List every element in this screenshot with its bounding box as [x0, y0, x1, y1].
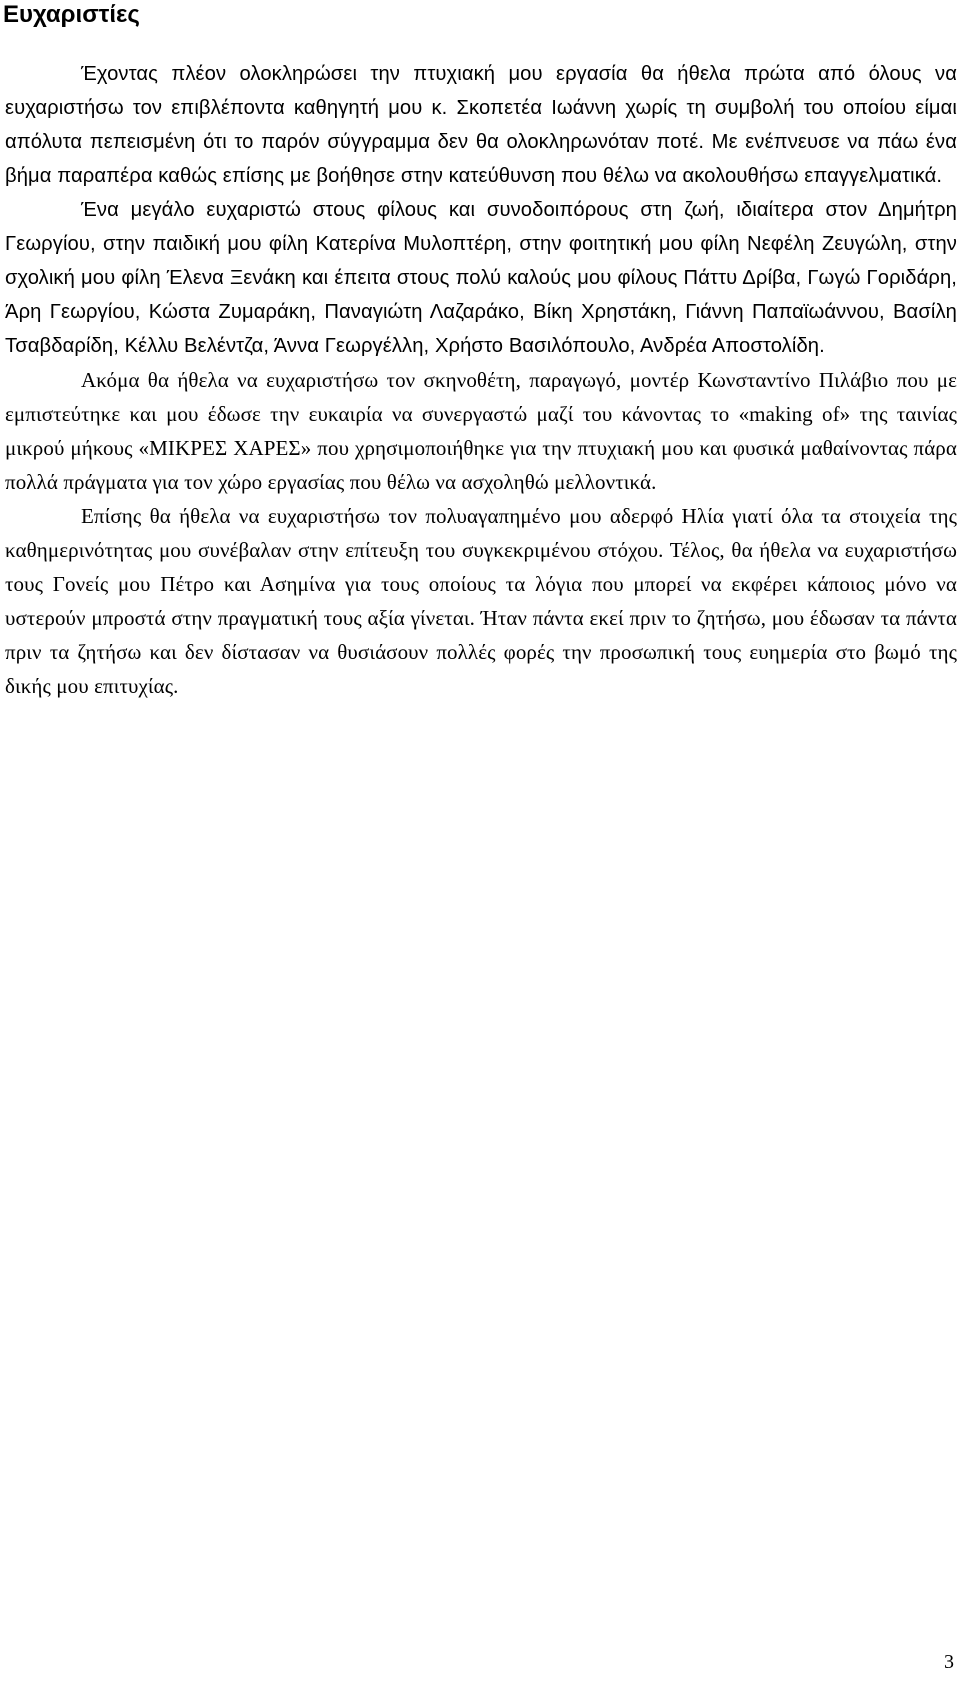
- acknowledgements-body: [5, 57, 957, 703]
- paragraph-friends: Ένα μεγάλο ευχαριστώ στους φίλους και συνοδοιπόρους στη ζωή, ιδιαίτερα στον Δημήτρη Γεωργίου, στην παιδική μου φίλη Κατερίνα Μυλοπτέρη, στην φοιτητική μου φίλη Νεφέλη Ζευγώλη, στην σχολική μου φίλη Έλενα Ξενάκη και έπειτα στους πολύ καλούς μου φίλους Πάττυ Δρίβα, Γωγώ Γοριδάρη, Άρη Γεωργίου, Κώστα Ζυμαράκη, Παναγιώτη Λαζαράκο, Βίκη Χρηστάκη, Γιάννη Παπαϊωάννου, Βασίλη Τσαβδαρίδη, Κέλλυ Βελέντζα, Άννα Γεωργέλλη, Χρήστο Βασιλόπουλο, Ανδρέα Αποστολίδη.: [5, 199, 957, 357]
- paragraph-director: Ακόμα θα ήθελα να ευχαριστήσω τον σκηνοθέτη, παραγωγό, μοντέρ Κωνσταντίνο Πιλάβιο που με εμπιστεύτηκε και μου έδωσε την ευκαιρία να συνεργαστώ μαζί του κάνοντας το «making of» της ταινίας μικρού μήκους «ΜΙΚΡΕΣ ΧΑΡΕΣ» που χρησιμοποιήθηκε για την πτυχιακή μου και φυσικά μαθαίνοντας πάρα πολλά πράγματα για τον χώρο εργασίας που θέλω να ασχοληθώ μελλοντικά.: [5, 368, 957, 494]
- paragraph-supervisor: Έχοντας πλέον ολοκληρώσει την πτυχιακή μου εργασία θα ήθελα πρώτα από όλους να ευχαριστήσω τον επιβλέποντα καθηγητή μου κ. Σκοπετέα Ιωάννη χωρίς τη συμβολή του οποίου είμαι απόλυτα πεπεισμένη ότι το παρόν σύγγραμμα δεν θα ολοκληρωνόταν ποτέ. Με ενέπνευσε να πάω ένα βήμα παραπέρα καθώς επίσης με βοήθησε στην κατεύθυνση που θέλω να ακολουθήσω επαγγελματικά.: [5, 63, 957, 187]
- page-number: 3: [944, 1651, 954, 1673]
- paragraph-family: Επίσης θα ήθελα να ευχαριστήσω τον πολυαγαπημένο μου αδερφό Ηλία γιατί όλα τα στοιχεία της καθημερινότητας μου συνέβαλαν στην επίτευξη του συγκεκριμένου στόχου. Τέλος, θα ήθελα να ευχαριστήσω τους Γονείς μου Πέτρο και Ασημίνα για τους οποίους τα λόγια που μπορεί να εκφέρει κάποιος μόνο να υστερούν μπροστά στην πραγματική τους αξία γίνεται. Ήταν πάντα εκεί πριν το ζητήσω, μου έδωσαν τα πάντα πριν τα ζητήσω και δεν δίστασαν να θυσιάσουν πολλές φορές την προσωπική τους ευημερία στο βωμό της δικής μου επιτυχίας.: [5, 504, 957, 698]
- page-title: Ευχαριστίες: [3, 1, 140, 28]
